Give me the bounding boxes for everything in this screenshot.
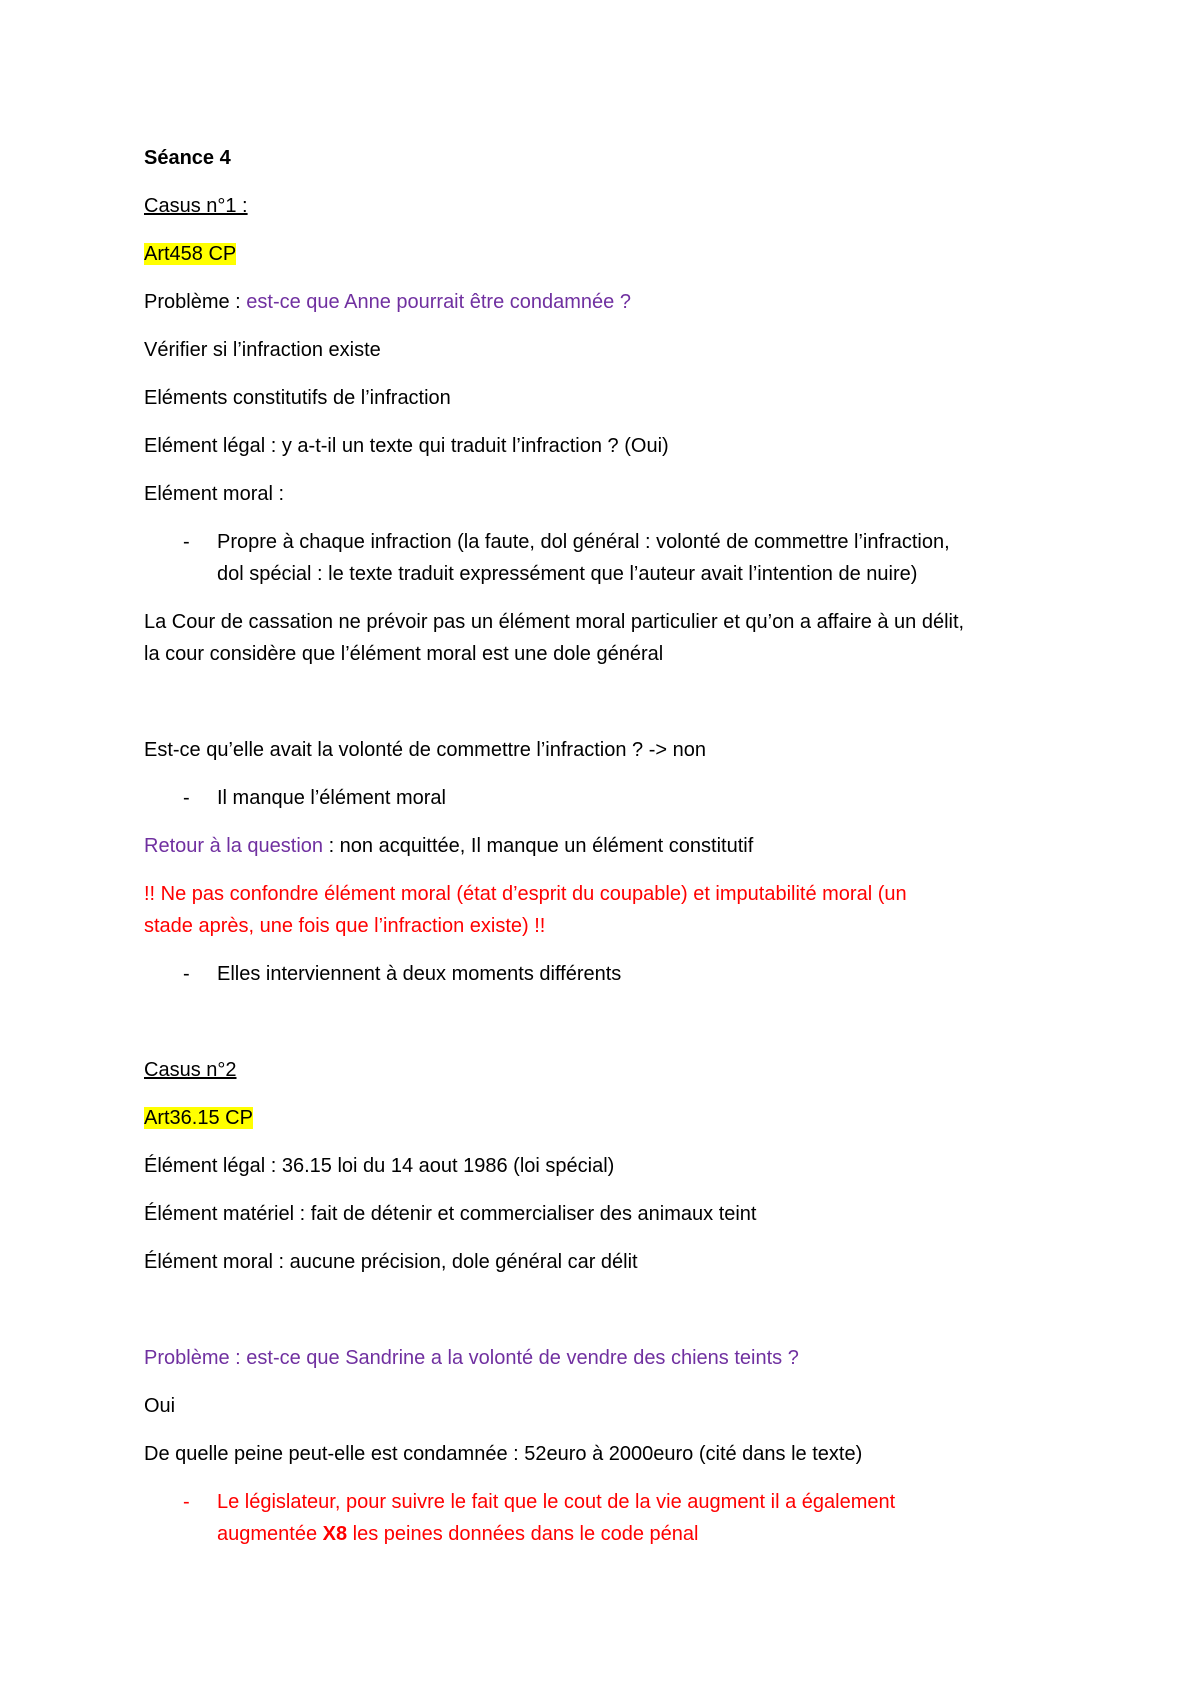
element-legal-line: Elément légal : y a-t-il un texte qui traduit l’infraction ? (Oui) [144,435,669,457]
casus2-probleme: Problème : est-ce que Sandrine a la volonté de vendre des chiens teints ? [144,1347,799,1369]
bullet-dash: - [183,1491,190,1513]
casus1-heading: Casus n°1 : [144,195,248,217]
retour-line [144,830,753,862]
retour-label: Retour à la question [144,835,324,857]
document-title: Séance 4 [144,147,231,169]
casus1-probleme [144,286,631,318]
bullet-dash: - [183,787,190,809]
casus2-peine: De quelle peine peut-elle est condamnée : 52euro à 2000euro (cité dans le texte) [144,1443,863,1465]
probleme-question: est-ce que Anne pourrait être condamnée ? [246,291,631,313]
bullet1-line1: Propre à chaque infraction (la faute, dol général : volonté de commettre l’infraction, [217,531,950,553]
bullet-line2-a: augmentée [217,1523,323,1545]
casus1-article [144,238,236,270]
bullet3: Elles interviennent à deux moments différents [217,963,622,985]
cour-line1: La Cour de cassation ne prévoir pas un élément moral particulier et qu’on a affaire à un délit, [144,611,965,633]
volonte-question: Est-ce qu’elle avait la volonté de commettre l’infraction ? -> non [144,739,706,761]
casus2-element-materiel: Élément matériel : fait de détenir et commercialiser des animaux teint [144,1203,757,1225]
casus2-article [144,1102,253,1134]
bullet-line2-multiplier: X8 [322,1523,348,1545]
retour-text: : non acquittée, Il manque un élément constitutif [323,835,754,857]
bullet1-line2: dol spécial : le texte traduit expressément que l’auteur avait l’intention de nuire) [217,563,918,585]
casus2-bullet-line1: Le législateur, pour suivre le fait que le cout de la vie augment il a également [217,1491,896,1513]
elements-line: Eléments constitutifs de l’infraction [144,387,451,409]
verifier-line: Vérifier si l’infraction existe [144,339,381,361]
probleme-label: Problème : [144,291,247,313]
casus1-article-highlight: Art458 CP [144,243,237,265]
casus2-article-highlight: Art36.15 CP [144,1107,253,1129]
casus2-element-moral: Élément moral : aucune précision, dole général car délit [144,1251,638,1273]
warning-line1: !! Ne pas confondre élément moral (état d’esprit du coupable) et imputabilité moral (un [144,883,907,905]
warning-line2: stade après, une fois que l’infraction existe) !! [144,915,546,937]
casus2-bullet-line2 [217,1518,699,1550]
bullet-line2-c: les peines données dans le code pénal [347,1523,699,1545]
casus2-heading: Casus n°2 [144,1059,237,1081]
bullet-dash: - [183,531,190,553]
element-moral-line: Elément moral : [144,483,285,505]
casus2-reponse: Oui [144,1395,176,1417]
cour-line2: la cour considère que l’élément moral est une dole général [144,643,664,665]
bullet2: Il manque l’élément moral [217,787,446,809]
bullet-dash: - [183,963,190,985]
casus2-element-legal: Élément légal : 36.15 loi du 14 aout 1986 (loi spécial) [144,1155,615,1177]
